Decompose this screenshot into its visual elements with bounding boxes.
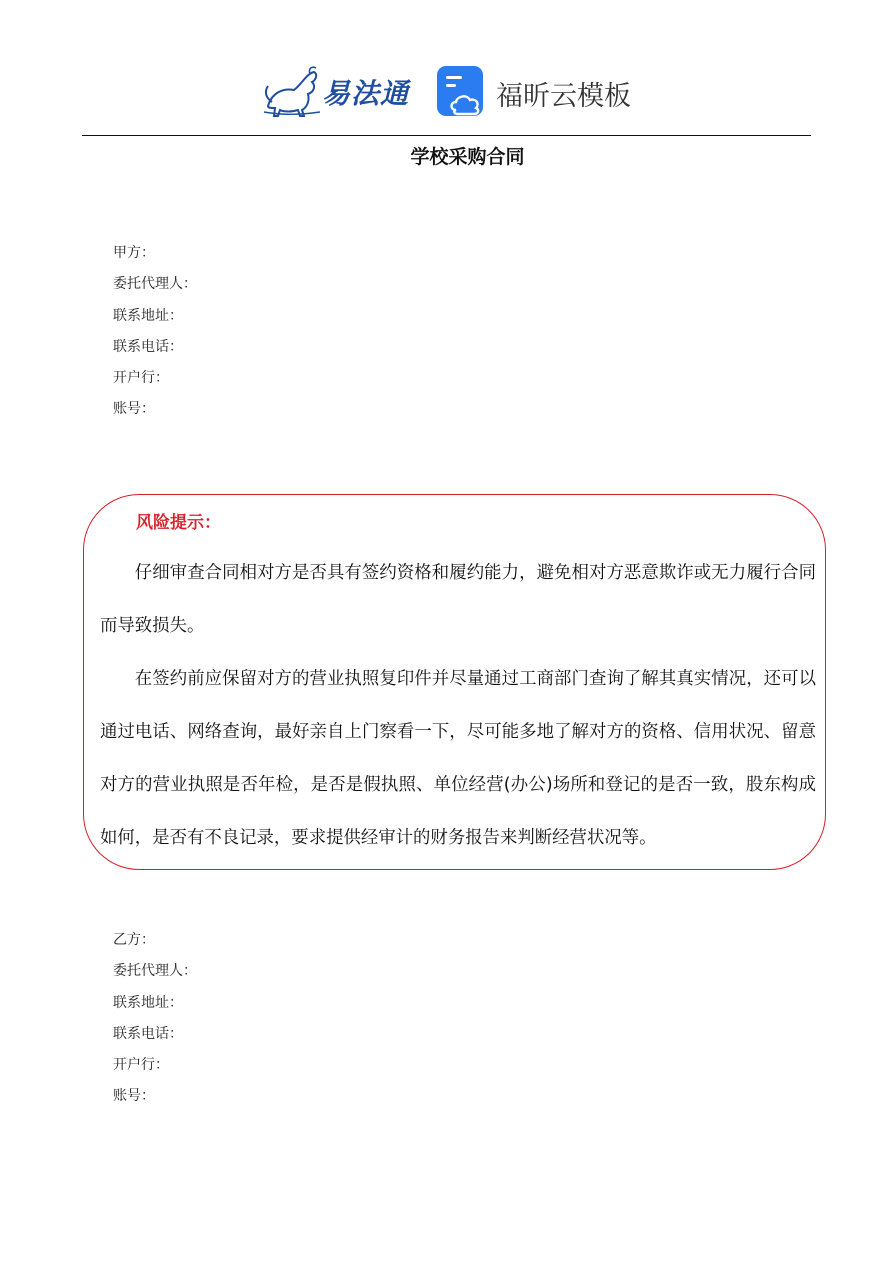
risk-notice-body: [100, 547, 816, 865]
yifatong-logo: [262, 62, 422, 120]
party-a-bank-line: 开户行：: [113, 370, 169, 387]
header-divider: [82, 135, 811, 136]
document-header: [0, 58, 893, 126]
party-b-address-line: 联系地址：: [113, 994, 183, 1011]
fuxin-logo: [436, 64, 646, 118]
risk-notice-title: 风险提示：: [136, 513, 221, 533]
yifatong-wordmark: 易法通: [322, 77, 410, 110]
fuxin-wordmark: 福昕云模板: [496, 81, 631, 112]
cloud-template-icon: [436, 64, 488, 118]
party-a-address-line: 联系地址：: [113, 307, 183, 324]
qilin-icon: [262, 62, 322, 120]
party-b-bank-line: 开户行：: [113, 1057, 169, 1074]
party-b-account-line: 账号：: [113, 1088, 155, 1105]
document-title: 学校采购合同: [410, 146, 525, 168]
party-a-account-line: 账号：: [113, 401, 155, 418]
risk-paragraph: 在签约前应保留对方的营业执照复印件并尽量通过工商部门查询了解其真实情况，还可以通过电话、网络查询，最好亲自上门察看一下，尽可能多地了解对方的资格、信用状况、留意对方的营业执照是否年检，是否是假执照、单位经营(办公)场所和登记的是否一致，股东构成如何，是否有不良记录，要求提供经审计的财务报告来判断经营状况等。: [100, 669, 816, 848]
party-b-name-line: 乙方：: [113, 932, 155, 948]
party-a-phone-line: 联系电话：: [113, 338, 183, 355]
party-a-block: [113, 238, 513, 426]
party-a-agent-line: 委托代理人：: [113, 276, 197, 293]
party-b-phone-line: 联系电话：: [113, 1025, 183, 1042]
risk-paragraph: 仔细审查合同相对方是否具有签约资格和履约能力，避免相对方恶意欺诈或无力履行合同而导致损失。: [100, 563, 816, 636]
party-b-agent-line: 委托代理人：: [113, 963, 197, 980]
party-b-block: [113, 925, 513, 1113]
party-a-name-line: 甲方：: [113, 245, 155, 261]
